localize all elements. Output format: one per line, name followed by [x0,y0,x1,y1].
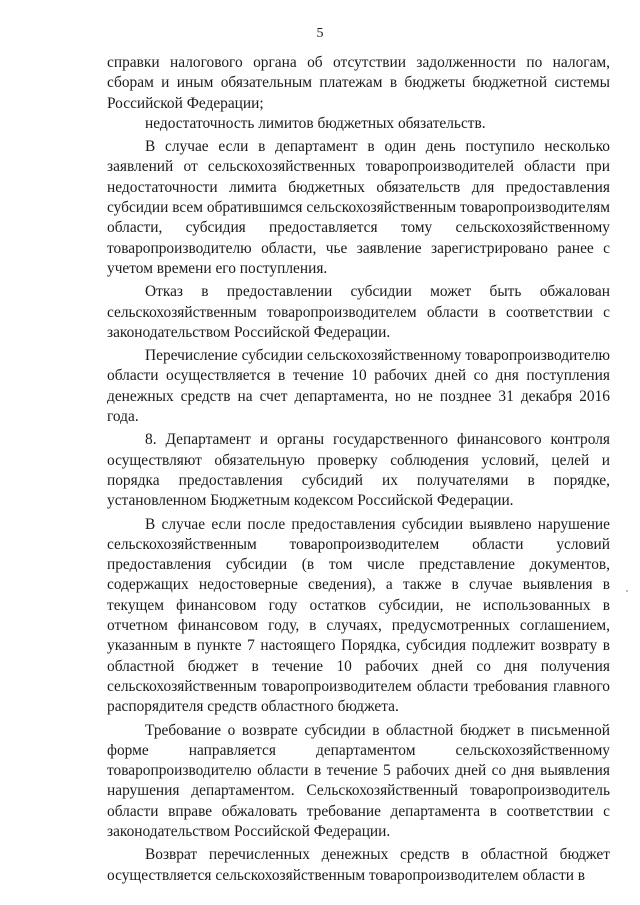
paragraph-budget-limits: недостаточность лимитов бюджетных обязательств. [145,114,486,132]
page-number: 5 [316,26,324,41]
paragraph-subsidy-transfer: Перечисление субсидии сельскохозяйственному товаропроизводителю области осуществляется в течение 10 рабочих дней со дня поступления денежных средств на счет департамента, но не позднее 31 декабря 2016 года. [107,347,610,426]
paragraph-funds-return: Возврат перечисленных денежных средств в областной бюджет осуществляется сельскохозяйственным товаропроизводителем области в [107,846,610,884]
paragraph-control-section-8: 8. Департамент и органы государственного финансового контроля осуществляют обязательную проверку соблюдения условий, целей и порядка предоставления субсидий их получателями в порядке, установленном Бюджетным кодексом Российской Федерации. [107,431,610,510]
document-body [107,53,610,886]
paragraph-same-day-applications: В случае если в департамент в один день поступило несколько заявлений от сельскохозяйственных товаропроизводителей области при недостаточности лимита бюджетных обязательств для предоставления субсидии всем обратившимся сельскохозяйственным товаропроизводителям области, субсидия предоставляется тому сельскохозяйственному товаропроизводителю области, чье заявление зарегистрировано ранее с учетом времени его поступления. [107,138,610,277]
paragraph-refusal-appeal: Отказ в предоставлении субсидии может быть обжалован сельскохозяйственным товаропроизводителем области в соответствии с законодательством Российской Федерации. [107,283,610,341]
paragraph-tax-certificate: справки налогового органа об отсутствии задолженности по налогам, сборам и иным обязательным платежам в бюджеты бюджетной системы Российской Федерации; [107,54,610,112]
paragraph-return-demand: Требование о возврате субсидии в областной бюджет в письменной форме направляется департаментом сельскохозяйственному товаропроизводителю области в течение 5 рабочих дней со дня выявления нарушения департаментом. Сельскохозяйственный товаропроизводитель области вправе обжаловать требование департамента в соответствии с законодательством Российской Федерации. [107,721,610,840]
paragraph-violation-return: В случае если после предоставления субсидии выявлено нарушение сельскохозяйственным товаропроизводителем области условий предоставления субсидии (в том числе представление документов, содержащих недостоверные сведения), а также в случае выявления в текущем финансовом году остатков субсидии, не использованных в отчетном финансовом году, в случаях, предусмотренных соглашением, указанным в пункте 7 настоящего Порядка, субсидия подлежит возврату в областной бюджет в течение 10 рабочих дней со дня получения сельскохозяйственным товаропроизводителем области требования главного распорядителя средств областного бюджета. [107,515,610,716]
scan-speck [626,590,628,592]
